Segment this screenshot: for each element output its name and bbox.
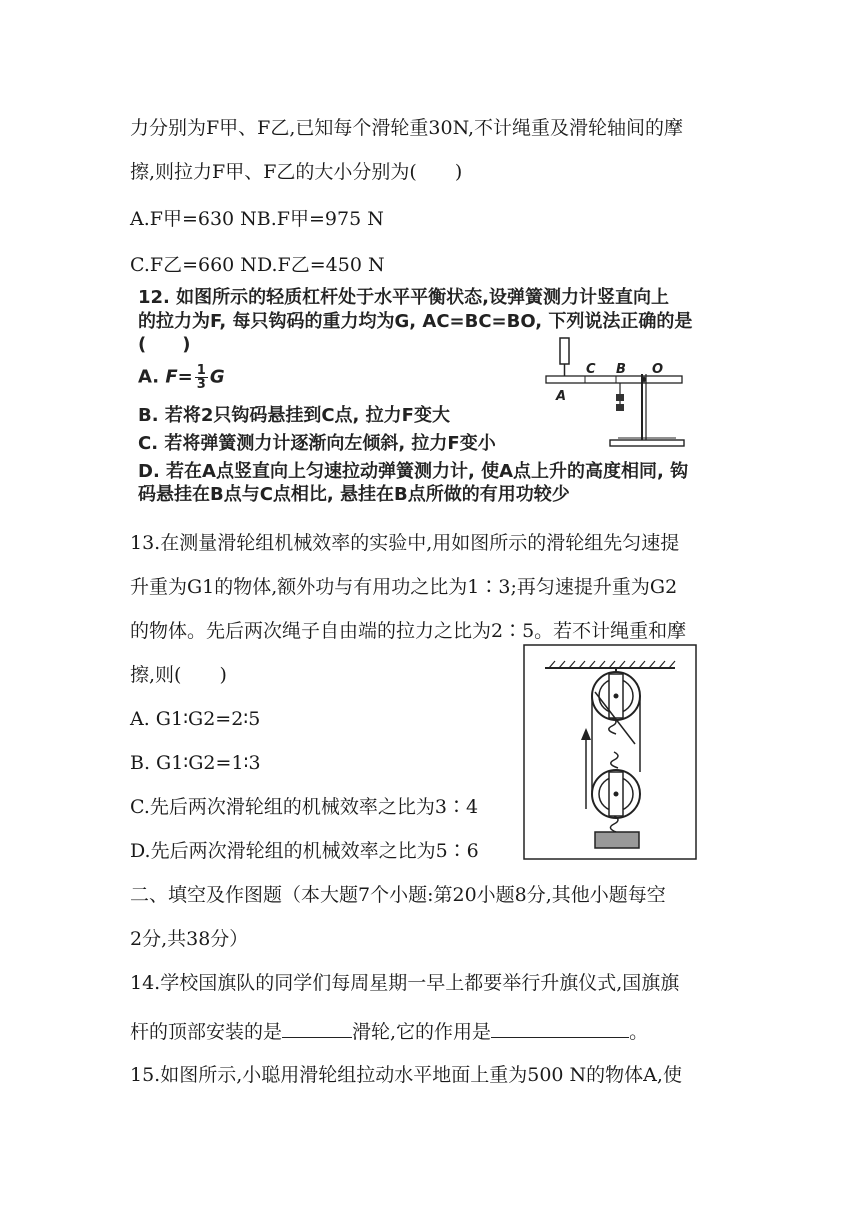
section-heading-line1: 二、填空及作图题（本大题7个小题:第20小题8分,其他小题每空: [130, 884, 666, 906]
load-block: [595, 832, 639, 848]
q12-option-a-var: F=: [165, 366, 193, 388]
q13-option-b: B. G1∶G2=1∶3: [130, 752, 261, 774]
q12-option-d-line1: D. 若在A点竖直向上匀速拉动弹簧测力计, 使A点上升的高度相同, 钩: [138, 461, 689, 482]
q14-text-c: 。: [629, 1021, 649, 1043]
weight-2: [616, 404, 624, 411]
q12-option-c: C. 若将弹簧测力计逐渐向左倾斜, 拉力F变小: [138, 433, 496, 454]
q13-option-a: A. G1∶G2=2∶5: [130, 708, 261, 730]
section-heading-line2: 2分,共38分）: [130, 928, 249, 950]
q13-stem-line4: 擦,则( ): [130, 664, 227, 686]
movable-pulley: [592, 770, 640, 818]
fraction-numerator: 1: [196, 363, 206, 378]
q11-options-ab: [130, 207, 384, 231]
q12-option-b: B. 若将2只钩码悬挂到C点, 拉力F变大: [138, 405, 450, 426]
q13-stem-line2: 升重为G1的物体,额外功与有用功之比为1∶3;再匀速提升重为G2: [130, 576, 678, 598]
q13-option-c: C.先后两次滑轮组的机械效率之比为3∶4: [130, 796, 479, 818]
label-b: B: [616, 362, 626, 377]
fraction-denominator: 3: [196, 377, 206, 392]
fraction: [195, 364, 208, 391]
q14-stem-line2: [130, 1019, 648, 1044]
lever-bar: [546, 376, 682, 383]
q15-stem-line1: 15.如图所示,小聪用滑轮组拉动水平地面上重为500 N的物体A,使: [130, 1064, 682, 1086]
q14-text-a: 杆的顶部安装的是: [130, 1021, 283, 1043]
q12-stem-line1: 12. 如图所示的轻质杠杆处于水平平衡状态,设弹簧测力计竖直向上: [138, 287, 669, 308]
q13-stem-line1: 13.在测量滑轮组机械效率的实验中,用如图所示的滑轮组先匀速提: [130, 532, 680, 554]
q12-option-a-prefix: A.: [138, 366, 160, 388]
lever-figure: [540, 334, 700, 454]
q11-options-cd: [130, 253, 385, 277]
q14-stem-line1: 14.学校国旗队的同学们每周星期一早上都要举行升旗仪式,国旗旗: [130, 972, 680, 994]
answer-blank-1[interactable]: [282, 1019, 352, 1038]
q12-option-a-suffix: G: [209, 366, 225, 388]
q12-option-d-line2: 码悬挂在B点与C点相比, 悬挂在B点所做的有用功较少: [138, 484, 570, 505]
label-o: O: [652, 362, 664, 377]
q12-option-a: [138, 364, 225, 391]
q13-stem-line3: 的物体。先后两次绳子自由端的拉力之比为2∶5。若不计绳重和摩: [130, 620, 687, 642]
answer-blank-2[interactable]: [491, 1019, 629, 1038]
q11-option-c: C.F乙=660 N: [130, 254, 257, 276]
label-a: A: [556, 389, 567, 404]
spring-scale: [560, 338, 569, 364]
pulley-figure: [523, 644, 697, 860]
q11-option-b: B.F甲=975 N: [256, 208, 384, 230]
q11-option-d: D.F乙=450 N: [256, 254, 385, 276]
q11-stem-line2: 擦,则拉力F甲、F乙的大小分别为( ): [130, 161, 463, 183]
q11-option-a: A.F甲=630 N: [130, 208, 257, 230]
q12-stem-line3: ( ): [138, 334, 191, 355]
label-c: C: [586, 362, 596, 377]
fixed-pulley: [592, 672, 640, 720]
stand-base: [610, 440, 684, 446]
q12-stem-line2: 的拉力为F, 每只钩码的重力均为G, AC=BC=BO, 下列说法正确的是: [138, 311, 693, 332]
weight-1: [616, 394, 624, 401]
q13-option-d: D.先后两次滑轮组的机械效率之比为5∶6: [130, 840, 479, 862]
q11-stem-line1: 力分别为F甲、F乙,已知每个滑轮重30N,不计绳重及滑轮轴间的摩: [130, 117, 684, 139]
q14-text-b: 滑轮,它的作用是: [352, 1021, 492, 1043]
